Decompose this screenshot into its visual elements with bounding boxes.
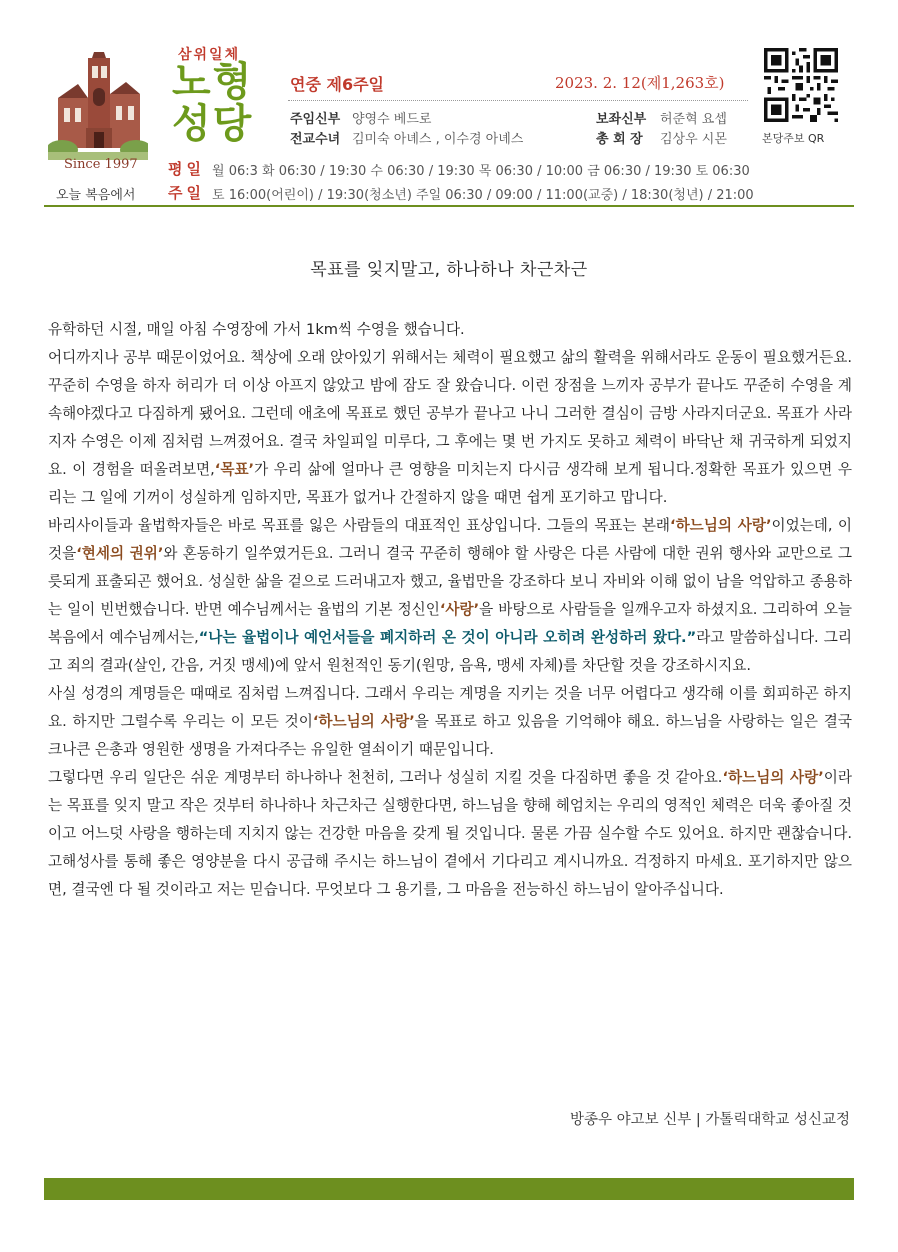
sunday-mass-times: 토 16:00(어린이) / 19:30(청소년) 주일 06:30 / 09:00 / 11:00(교중) / 18:30(청년) / 21:00	[212, 188, 754, 203]
qr-caption: 본당주보 QR	[762, 132, 825, 145]
liturgical-week: 연중 제6주일	[290, 75, 384, 94]
highlight-text: ‘하느님의 사랑’	[670, 517, 772, 534]
qr-code-icon[interactable]	[764, 48, 838, 122]
paragraph: 어디까지나 공부 때문이었어요. 책상에 오래 앉아있기 위해서는 체력이 필요했고 삶의 활력을 위해서라도 운동이 필요했거든요. 꾸준히 수영을 하자 허리가 더 이상 아프지 않았고 밤에 잠도 잘 왔습니다. 이런 장점을 느끼자 공부가 끝나도 꾸준히 수영을 계속해야겠다고 다짐하게 됐어요. 그런데 애초에 목표로 했던 공부가 끝나고 나니 그러한 결심이 금방 사라지더군요. 목표가 사라지자 수영은 이제 짐처럼 느껴졌어요. 결국 차일피일 미루다, 그 후에는 몇 번 가지도 못하고 체력이 바닥난 채 귀국하게 되었지요. 이 경험을 떠올려보면,‘목표’가 우리 삶에 얼마나 큰 영향을 미치는지 다시금 생각해 보게 됩니다.정확한 목표가 있으면 우리는 그 일에 기꺼이 성실하게 임하지만, 목표가 없거나 간절하지 않을 때면 쉽게 포기하고 맙니다.	[48, 349, 853, 506]
header-bottom-rule	[44, 205, 854, 207]
highlight-text: ‘하느님의 사랑’	[722, 769, 824, 786]
parish-name-line1: 노형	[172, 59, 254, 105]
parish-name-line2: 성당	[172, 101, 254, 147]
highlight-text: ‘사랑’	[439, 601, 480, 618]
staff-role: 전교수녀	[290, 132, 341, 147]
header-divider	[288, 100, 748, 101]
highlight-text: ‘현세의 권위’	[76, 545, 164, 562]
issue-date: 2023. 2. 12(제1,263호)	[555, 74, 725, 92]
staff-name: 양영수 베드로	[352, 112, 432, 127]
gospel-quote: “나는 율법이나 예언서들을 폐지하러 온 것이 아니라 오히려 완성하러 왔다.”	[198, 629, 697, 646]
sunday-label: 주일	[168, 184, 205, 202]
paragraph: 그렇다면 우리 일단은 쉬운 계명부터 하나하나 천천히, 그러나 성실히 지킬 것을 다짐하면 좋을 것 같아요.‘하느님의 사랑’이라는 목표를 잊지 말고 작은 것부터 하나하나 차근차근 실행한다면, 하느님을 향해 헤엄치는 우리의 영적인 체력은 더욱 좋아질 것이고 어느덧 사랑을 행하는데 지치지 않는 건강한 마음을 갖게 될 것입니다. 물론 가끔 실수할 수도 있어요. 하지만 괜찮습니다. 고해성사를 통해 좋은 영양분을 다시 공급해 주시는 하느님이 곁에서 기다리고 계시니까요. 걱정하지 마세요. 포기하지만 않으면, 결국엔 다 될 것이라고 저는 믿습니다. 무엇보다 그 용기를, 그 마음을 전능하신 하느님이 알아주십니다.	[48, 769, 852, 898]
article-title: 목표를 잊지말고, 하나하나 차근차근	[310, 260, 588, 280]
weekday-label: 평일	[168, 160, 205, 178]
weekday-mass-times: 월 06:3 화 06:30 / 19:30 수 06:30 / 19:30 목 06:30 / 10:00 금 06:30 / 19:30 토 06:30	[212, 164, 750, 179]
since-year: Since 1997	[64, 157, 138, 172]
staff-role: 총 회 장	[596, 132, 643, 147]
church-logo	[48, 48, 148, 160]
today-gospel-label: 오늘 복음에서	[56, 188, 136, 203]
staff-name: 허준혁 요셉	[660, 112, 727, 127]
staff-role: 보좌신부	[596, 112, 647, 127]
footer-bar	[44, 1178, 854, 1200]
staff-name: 김미숙 아녜스 , 이수경 아녜스	[352, 132, 524, 147]
parish-motto: 삼위일체	[178, 47, 241, 63]
staff-name: 김상우 시몬	[660, 132, 727, 147]
staff-role: 주임신부	[290, 112, 341, 127]
paragraph: 유학하던 시절, 매일 아침 수영장에 가서 1km씩 수영을 했습니다.	[48, 321, 465, 338]
highlight-text: ‘목표’	[214, 461, 255, 478]
article-author: 방종우 야고보 신부 | 가톨릭대학교 성신교정	[569, 1112, 850, 1128]
paragraph: 바리사이들과 율법학자들은 바로 목표를 잃은 사람들의 대표적인 표상입니다. 그들의 목표는 본래‘하느님의 사랑’이었는데, 이것을‘현세의 권위’와 혼동하기 일쑤였거든요. 그러니 결국 꾸준히 행해야 할 사랑은 다른 사람에 대한 권위 행사와 교만으로 그릇되게 표출되곤 했어요. 성실한 삶을 겉으로 드러내고자 했고, 율법만을 강조하다 보니 자비와 이해 없이 남을 억압하고 종용하는 일이 빈번했습니다. 반면 예수님께서는 율법의 기본 정신인‘사랑’을 바탕으로 사람들을 일깨우고자 하셨지요. 그리하여 오늘 복음에서 예수님께서는,“나는 율법이나 예언서들을 폐지하러 온 것이 아니라 오히려 완성하러 왔다.”라고 말씀하십니다. 그리고 죄의 결과(살인, 간음, 거짓 맹세)에 앞서 원천적인 동기(원망, 음욕, 맹세 자체)를 차단할 것을 강조하시지요.	[48, 517, 852, 674]
article-body	[48, 316, 852, 904]
paragraph: 사실 성경의 계명들은 때때로 짐처럼 느껴집니다. 그래서 우리는 계명을 지키는 것을 너무 어렵다고 생각해 이를 회피하곤 하지요. 하지만 그럴수록 우리는 이 모든 것이‘하느님의 사랑’을 목표로 하고 있음을 기억해야 해요. 하느님을 사랑하는 일은 결국 크나큰 은총과 영원한 생명을 가져다주는 유일한 열쇠이기 때문입니다.	[48, 685, 852, 758]
highlight-text: ‘하느님의 사랑’	[312, 713, 415, 730]
